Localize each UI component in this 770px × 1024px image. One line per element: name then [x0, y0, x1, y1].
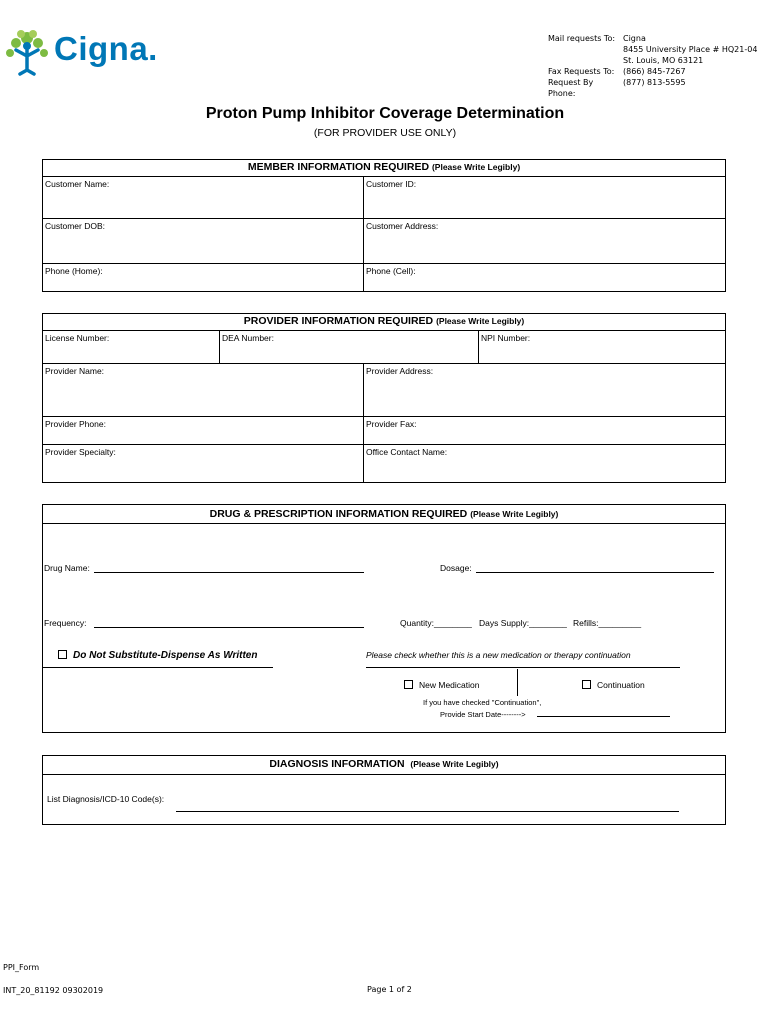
dea-number-field[interactable]: DEA Number:: [219, 331, 478, 363]
drug-heading: DRUG & PRESCRIPTION INFORMATION REQUIRED (Please Write Legibly): [43, 505, 725, 524]
phone-home-field[interactable]: Phone (Home):: [45, 266, 103, 276]
continuation-option[interactable]: Continuation: [582, 680, 645, 690]
page-number: Page 1 of 2: [367, 985, 412, 994]
provider-fax-field[interactable]: Provider Fax:: [363, 417, 725, 444]
dosage-line[interactable]: [476, 572, 714, 573]
provider-row: [43, 364, 725, 417]
customer-id-field[interactable]: Customer ID:: [363, 177, 725, 218]
member-section: [42, 159, 726, 292]
quantity-field[interactable]: Quantity:________: [400, 618, 472, 628]
dosage-label: Dosage:: [440, 563, 472, 573]
customer-dob-field[interactable]: Customer DOB:: [45, 221, 105, 231]
continuation-checkbox[interactable]: [582, 680, 591, 689]
diagnosis-label: List Diagnosis/ICD-10 Code(s):: [47, 794, 165, 804]
continuation-note: If you have checked "Continuation",: [423, 698, 542, 707]
mail-row: St. Louis, MO 63121: [623, 56, 704, 65]
provider-specialty-field[interactable]: Provider Specialty:: [45, 447, 116, 457]
drug-name-label: Drug Name:: [44, 563, 90, 573]
cigna-tree-logo: [2, 26, 52, 76]
office-contact-field[interactable]: Office Contact Name:: [363, 445, 725, 482]
mail-row: 8455 University Place # HQ21-04: [623, 45, 758, 54]
continuation-question: Please check whether this is a new medication or therapy continuation: [366, 650, 631, 660]
page-subtitle: (FOR PROVIDER USE ONLY): [313, 127, 457, 139]
frequency-line[interactable]: [94, 627, 364, 628]
refills-field[interactable]: Refills:_________: [573, 618, 642, 628]
provider-section: [42, 313, 726, 483]
provider-name-field[interactable]: Provider Name:: [45, 366, 105, 376]
provider-phone-field[interactable]: Provider Phone:: [45, 419, 106, 429]
provider-heading: PROVIDER INFORMATION REQUIRED (Please Write Legibly): [43, 314, 725, 331]
mail-row: Request By Phone: (877) 813-5595: [548, 78, 686, 98]
start-date-line[interactable]: [537, 716, 670, 717]
phone-cell-field[interactable]: Phone (Cell):: [363, 264, 725, 291]
form-code: INT_20_81192 09302019: [3, 986, 104, 995]
member-row: [43, 264, 725, 291]
frequency-label: Frequency:: [44, 618, 87, 628]
drug-name-line[interactable]: [94, 572, 364, 573]
mail-info: [548, 33, 757, 99]
start-date-label: Provide Start Date-------->: [440, 710, 526, 719]
diagnosis-line[interactable]: [176, 811, 679, 812]
provider-address-field[interactable]: Provider Address:: [363, 364, 725, 416]
mail-row: Fax Requests To: (866) 845-7267: [548, 67, 686, 76]
license-number-field[interactable]: License Number:: [45, 333, 110, 343]
diagnosis-section: [42, 755, 726, 825]
days-supply-field[interactable]: Days Supply:________: [479, 618, 567, 628]
dnd-option[interactable]: Do Not Substitute-Dispense As Written: [58, 650, 257, 661]
member-row: [43, 177, 725, 219]
new-medication-option[interactable]: New Medication: [404, 680, 479, 690]
page-title: Proton Pump Inhibitor Coverage Determination: [205, 105, 565, 122]
dnd-checkbox[interactable]: [58, 650, 67, 659]
npi-number-field[interactable]: NPI Number:: [478, 331, 725, 363]
cigna-logo-text: Cigna.: [54, 30, 158, 67]
provider-row: [43, 445, 725, 482]
new-medication-checkbox[interactable]: [404, 680, 413, 689]
option-divider: [517, 669, 518, 696]
dnd-line: [43, 667, 273, 668]
member-row: [43, 219, 725, 264]
provider-row: [43, 331, 725, 364]
diagnosis-heading: DIAGNOSIS INFORMATION (Please Write Legibly): [43, 756, 725, 775]
customer-name-field[interactable]: Customer Name:: [45, 179, 110, 189]
form-name: PPI_Form: [3, 963, 40, 972]
customer-address-field[interactable]: Customer Address:: [363, 219, 725, 263]
provider-row: [43, 417, 725, 445]
member-heading: MEMBER INFORMATION REQUIRED (Please Write Legibly): [43, 160, 725, 177]
continuation-line: [366, 667, 680, 668]
mail-row: Mail requests To: Cigna: [548, 34, 646, 43]
